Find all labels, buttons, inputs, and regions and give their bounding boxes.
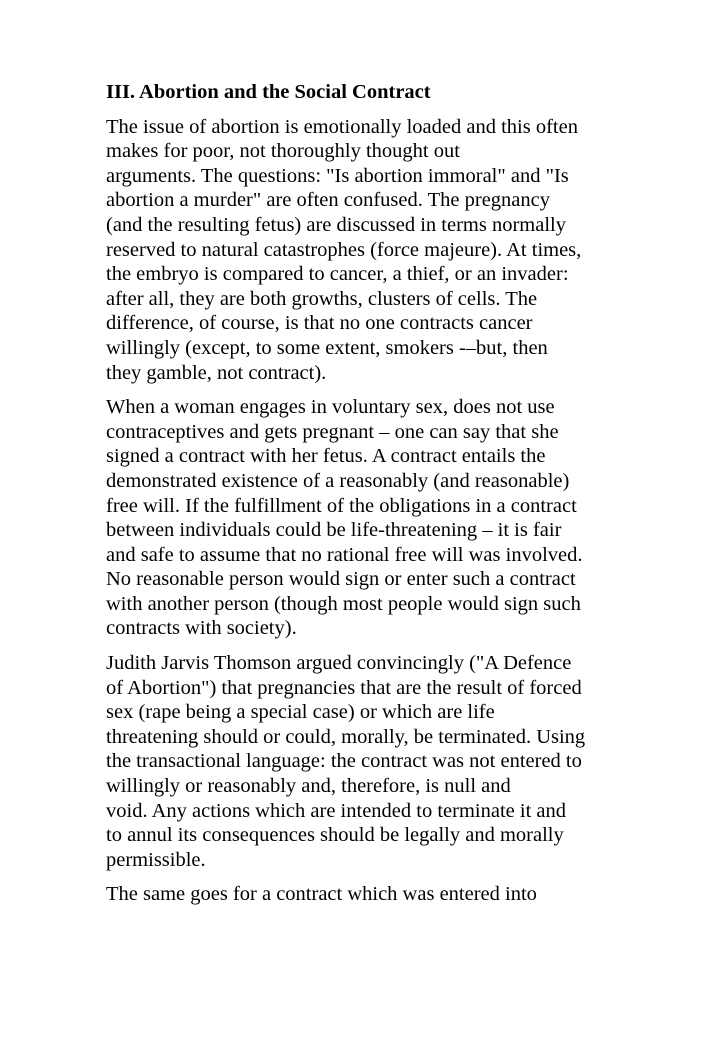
text-line: with another person (though most people would sign such <box>106 592 581 615</box>
text-line: abortion a murder" are often confused. The pregnancy <box>106 189 551 212</box>
paragraph-1 <box>106 115 626 386</box>
text-line: signed a contract with her fetus. A contract entails the <box>106 445 546 468</box>
paragraph-2 <box>106 395 626 641</box>
text-line: they gamble, not contract). <box>106 361 327 384</box>
text-line: No reasonable person would sign or enter such a contract <box>106 568 576 591</box>
text-line: void. Any actions which are intended to terminate it and <box>106 799 566 822</box>
paragraph-3 <box>106 651 626 872</box>
text-line: The issue of abortion is emotionally loaded and this often <box>106 115 578 138</box>
text-line: the transactional language: the contract was not entered to <box>106 750 582 773</box>
document-body <box>106 80 626 917</box>
section-heading: III. Abortion and the Social Contract <box>106 81 431 103</box>
text-line: between individuals could be life-threatening – it is fair <box>106 519 562 542</box>
text-line: to annul its consequences should be legally and morally <box>106 824 564 847</box>
text-line: willingly (except, to some extent, smokers -–but, then <box>106 336 548 359</box>
paragraph-4 <box>106 882 626 907</box>
text-line: threatening should or could, morally, be terminated. Using <box>106 725 586 748</box>
text-line: of Abortion") that pregnancies that are the result of forced <box>106 676 582 699</box>
text-line: free will. If the fulfillment of the obligations in a contract <box>106 494 577 517</box>
text-line: The same goes for a contract which was entered into <box>106 883 537 906</box>
text-line: the embryo is compared to cancer, a thief, or an invader: <box>106 263 569 286</box>
text-line: after all, they are both growths, clusters of cells. The <box>106 287 538 310</box>
text-line: Judith Jarvis Thomson argued convincingly ("A Defence <box>106 652 572 675</box>
text-line: (and the resulting fetus) are discussed in terms normally <box>106 213 566 236</box>
text-line: difference, of course, is that no one contracts cancer <box>106 312 533 335</box>
text-line: When a woman engages in voluntary sex, does not use <box>106 396 555 419</box>
text-line: reserved to natural catastrophes (force majeure). At times, <box>106 238 582 261</box>
text-line: demonstrated existence of a reasonably (and reasonable) <box>106 469 570 492</box>
text-line: arguments. The questions: "Is abortion immoral" and "Is <box>106 164 569 187</box>
text-line: contracts with society). <box>106 617 297 640</box>
text-line: makes for poor, not thoroughly thought out <box>106 140 460 163</box>
text-line: sex (rape being a special case) or which are life <box>106 701 495 724</box>
text-line: and safe to assume that no rational free will was involved. <box>106 543 583 566</box>
text-line: willingly or reasonably and, therefore, is null and <box>106 775 511 798</box>
text-line: contraceptives and gets pregnant – one can say that she <box>106 420 559 443</box>
text-line: permissible. <box>106 848 206 871</box>
